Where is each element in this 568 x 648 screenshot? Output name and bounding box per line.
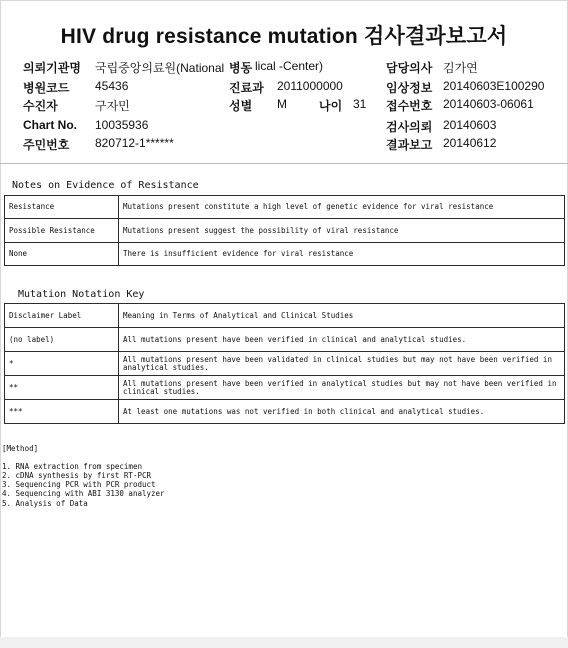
- table-row: [5, 376, 565, 400]
- notes-label-cell: None: [5, 243, 119, 266]
- method-step: 5. Analysis of Data: [2, 499, 88, 508]
- request-date-value: 20140603: [443, 118, 497, 132]
- notes-label-cell: Resistance: [5, 196, 119, 219]
- request-date-label: 검사의뢰: [386, 120, 433, 134]
- notes-title: Notes on Evidence of Resistance: [12, 180, 199, 191]
- department-label: 진료과: [229, 81, 264, 95]
- notes-label-cell: Possible Resistance: [5, 219, 119, 243]
- key-label-cell: *: [5, 352, 119, 376]
- method-step: 2. cDNA synthesis by first RT-PCR: [2, 471, 152, 480]
- resident-no-value: 820712-1******: [95, 136, 174, 150]
- doctor-label: 담당의사: [386, 61, 433, 75]
- page-bottom-margin: [0, 637, 568, 648]
- resident-no-label: 주민번호: [23, 138, 70, 152]
- report-title: HIV drug resistance mutation 검사결과보고서: [60, 25, 508, 48]
- key-header-label: Disclaimer Label: [5, 304, 119, 328]
- clinical-info-label: 임상정보: [386, 81, 433, 95]
- report-date-label: 결과보고: [386, 138, 433, 152]
- table-row: [5, 219, 565, 243]
- hospital-code-value: 45436: [95, 79, 129, 93]
- patient-label: 수진자: [23, 99, 58, 113]
- method-step: 4. Sequencing with ABI 3130 analyzer: [2, 489, 165, 498]
- age-label: 나이: [319, 99, 343, 113]
- key-meaning-cell: All mutations present have been verified in analytical studies but may not have been verified in clinical studies.: [119, 376, 565, 400]
- notes-meaning-cell: There is insufficient evidence for viral resistance: [119, 243, 565, 266]
- method-step: 1. RNA extraction from specimen: [2, 462, 142, 471]
- notes-meaning-cell: Mutations present constitute a high level of genetic evidence for viral resistance: [119, 196, 565, 219]
- chart-no-label: Chart No.: [23, 118, 77, 132]
- key-label-cell: **: [5, 376, 119, 400]
- mutation-key-table: [4, 303, 565, 424]
- institution-overlap-label: 병동: [229, 61, 253, 75]
- sex-value: M: [277, 97, 287, 111]
- key-meaning-cell: All mutations present have been verified in clinical and analytical studies.: [119, 328, 565, 352]
- hospital-code-label: 병원코드: [23, 81, 70, 95]
- report-date-value: 20140612: [443, 136, 497, 150]
- notes-table: [4, 195, 565, 266]
- institution-value: 국립중앙의료원(National: [95, 61, 225, 75]
- table-row: [5, 243, 565, 266]
- sex-label: 성별: [229, 99, 253, 113]
- doctor-value: 김가연: [443, 61, 478, 75]
- mutation-key-title: Mutation Notation Key: [18, 289, 145, 300]
- key-label-cell: (no label): [5, 328, 119, 352]
- age-value: 31: [353, 97, 367, 111]
- key-meaning-cell: All mutations present have been validated in clinical studies but may not have been verified in analytical studies.: [119, 352, 565, 376]
- table-row: [5, 400, 565, 424]
- method-title: [Method]: [2, 444, 39, 453]
- clinical-info-value: 20140603E100290: [443, 79, 545, 93]
- key-label-cell: ***: [5, 400, 119, 424]
- table-row: [5, 352, 565, 376]
- department-value: 2011000000: [277, 79, 343, 93]
- receipt-no-value: 20140603-06061: [443, 97, 534, 111]
- table-row: [5, 328, 565, 352]
- chart-no-value: 10035936: [95, 118, 149, 132]
- method-step: 3. Sequencing PCR with PCR product: [2, 480, 156, 489]
- key-meaning-cell: At least one mutations was not verified in both clinical and analytical studies.: [119, 400, 565, 424]
- table-row: [5, 196, 565, 219]
- institution-label: 의뢰기관명: [23, 61, 81, 75]
- receipt-no-label: 접수번호: [386, 99, 433, 113]
- header-divider: [0, 163, 568, 164]
- key-header-meaning: Meaning in Terms of Analytical and Clinical Studies: [119, 304, 565, 328]
- table-header-row: [5, 304, 565, 328]
- notes-meaning-cell: Mutations present suggest the possibility of viral resistance: [119, 219, 565, 243]
- patient-value: 구자민: [95, 99, 130, 113]
- institution-value-tail: lical -Center): [255, 59, 324, 73]
